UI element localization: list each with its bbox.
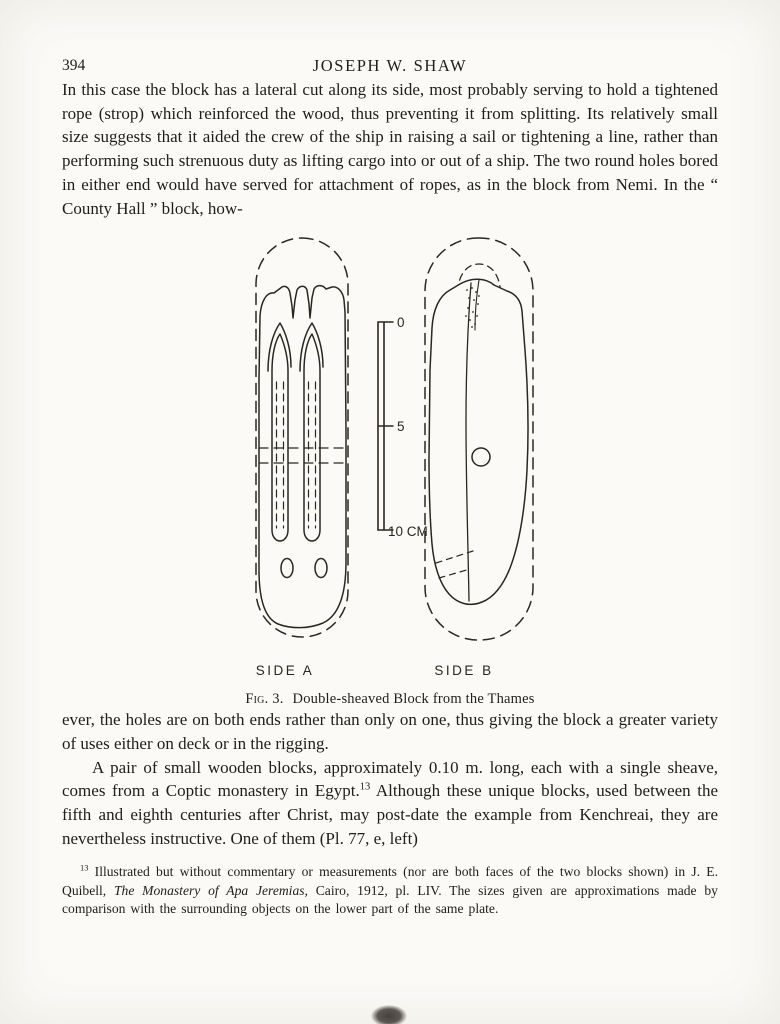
- side-a-label: SIDE A: [255, 663, 315, 679]
- scale-bar: [378, 322, 393, 530]
- paragraph-1: In this case the block has a lateral cut along its side, most probably serving to hold a tightened rope (strop) which reinforced the wood, thus preventing it from splitting. Its relatively small size suggests that it aided the crew of the ship in raising a sail or tightening a line, rather than performing such strenuous duty as lifting cargo into or out of a ship. The two round holes bored in either end would have served for attachment of ropes, as in the block from Nemi. In the “ County Hall ” block, how-: [62, 80, 718, 218]
- figure-caption-text: Double-sheaved Block from the Thames: [292, 691, 535, 708]
- scale-tick-10-label: 10 CM: [388, 524, 428, 540]
- side-b-drawing: [425, 238, 533, 640]
- figure-caption: [62, 691, 718, 708]
- figure-3-drawing: [62, 230, 718, 690]
- page-header: [62, 56, 718, 78]
- scan-smudge: [371, 1005, 407, 1024]
- footnote-reference-marker: 13: [359, 781, 371, 793]
- footnote-number: 13: [80, 862, 89, 873]
- footnote-text-b: Cairo, 1912, pl. LIV. The sizes given are approximations made by comparison with the surrounding objects on the lower part of the same plate.: [62, 882, 718, 917]
- paragraph-3-text-b: Although these unique blocks, used between the fifth and eighth centuries after Christ, may post-date the example from Kenchreai, they are nevertheless instructive. One of them (Pl. 77, e, left): [62, 781, 719, 848]
- text-column: [62, 0, 718, 919]
- side-a-drawing: [256, 238, 348, 637]
- side-b-block-outline: [429, 279, 528, 604]
- figure-caption-label: Fig. 3.: [245, 691, 284, 708]
- paragraph-3: [62, 756, 718, 851]
- running-head: JOSEPH W. SHAW: [312, 56, 468, 75]
- footnote-13: [62, 863, 718, 919]
- paragraph-3-text-a: A pair of small wooden blocks, approximately 0.10 m. long, each with a single sheave, comes from a Coptic monastery in Egypt.: [62, 757, 718, 801]
- side-b-label: SIDE B: [434, 663, 494, 679]
- footnote-book-title: The Monastery of Apa Jeremias,: [113, 882, 308, 898]
- footnote-text-a: Illustrated but without commentary or measurements (nor are both faces of the two blocks shown) in J. E. Quibell,: [62, 864, 718, 898]
- scale-tick-5-label: 5: [397, 419, 405, 435]
- page-number: 394: [62, 57, 86, 74]
- scale-tick-0-label: 0: [397, 315, 405, 331]
- paragraph-2: ever, the holes are on both ends rather than only on one, thus giving the block a greater variety of uses either on deck or in the rigging.: [62, 710, 718, 753]
- figure-3: [62, 230, 718, 708]
- side-b-rope-hole: [472, 448, 490, 466]
